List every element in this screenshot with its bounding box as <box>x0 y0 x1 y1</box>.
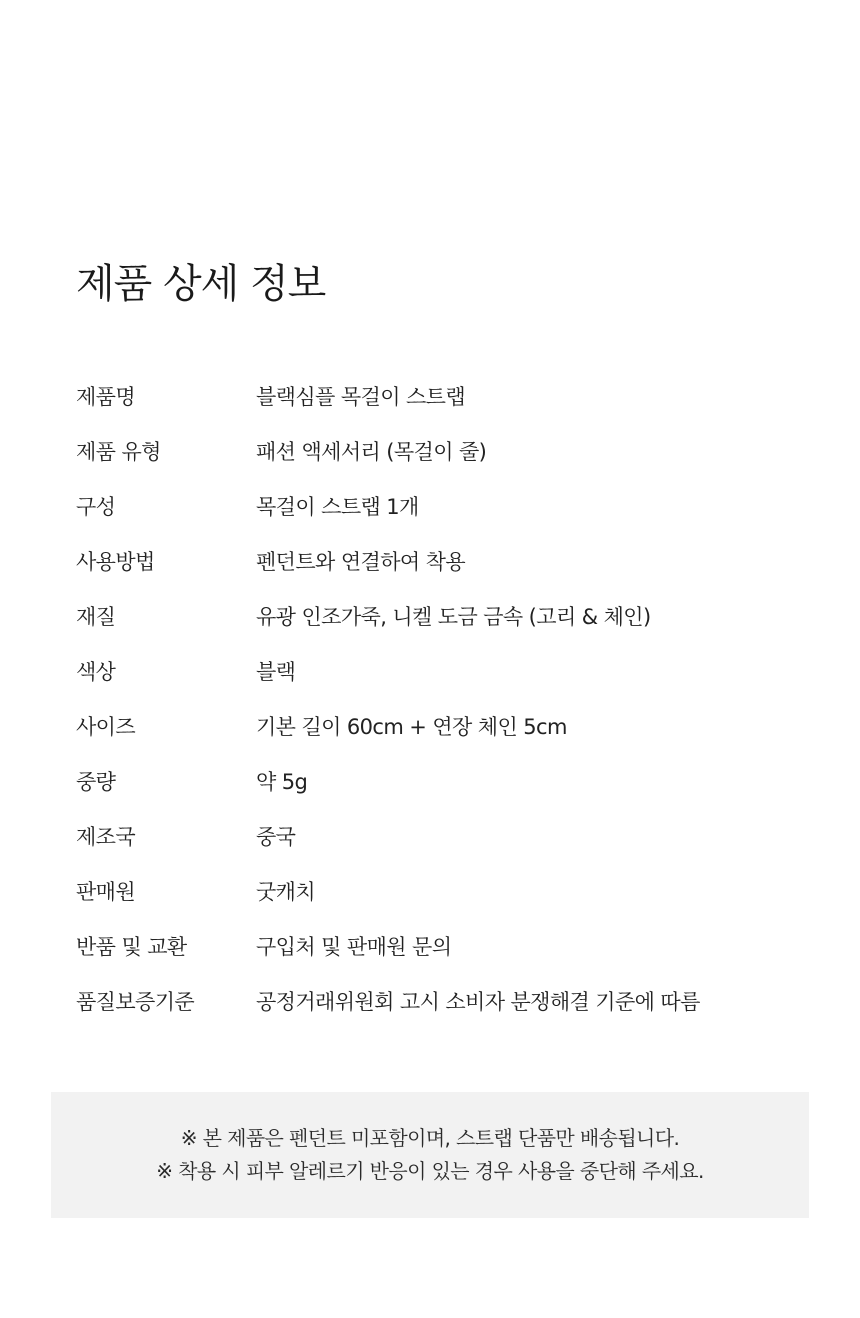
notice-box <box>51 1092 809 1218</box>
notice-line: ※ 착용 시 피부 알레르기 반응이 있는 경우 사용을 중단해 주세요. <box>156 1159 704 1183</box>
spec-value: 패션 액세서리 (목걸이 줄) <box>256 439 487 464</box>
spec-row-product-type <box>76 423 816 478</box>
spec-value: 블랙심플 목걸이 스트랩 <box>256 384 466 409</box>
spec-value: 유광 인조가죽, 니켈 도금 금속 (고리 & 체인) <box>256 604 651 629</box>
spec-row-returns <box>76 918 816 973</box>
spec-value: 구입처 및 판매원 문의 <box>256 934 452 959</box>
spec-label: 재질 <box>76 604 116 629</box>
spec-label: 색상 <box>76 659 116 684</box>
spec-label: 중량 <box>76 769 116 794</box>
notice-line: ※ 본 제품은 펜던트 미포함이며, 스트랩 단품만 배송됩니다. <box>180 1126 680 1150</box>
spec-value: 기본 길이 60cm + 연장 체인 5cm <box>256 714 567 739</box>
spec-value: 블랙 <box>256 659 296 684</box>
spec-label: 사이즈 <box>76 714 136 739</box>
spec-label: 구성 <box>76 494 116 519</box>
spec-value: 약 5g <box>256 769 308 794</box>
spec-label: 제조국 <box>76 824 136 849</box>
spec-row-weight <box>76 753 816 808</box>
spec-label: 제품명 <box>76 384 136 409</box>
spec-row-seller <box>76 863 816 918</box>
page-title: 제품 상세 정보 <box>76 261 326 307</box>
spec-row-quality-standard <box>76 973 816 1028</box>
spec-value: 공정거래위원회 고시 소비자 분쟁해결 기준에 따름 <box>256 989 700 1014</box>
spec-value: 펜던트와 연결하여 착용 <box>256 549 466 574</box>
spec-value: 목걸이 스트랩 1개 <box>256 494 419 519</box>
spec-row-origin <box>76 808 816 863</box>
spec-row-material <box>76 588 816 643</box>
spec-row-usage <box>76 533 816 588</box>
spec-row-components <box>76 478 816 533</box>
spec-value: 굿캐치 <box>256 879 316 904</box>
spec-row-size <box>76 698 816 753</box>
spec-table <box>76 368 816 1028</box>
spec-row-product-name <box>76 368 816 423</box>
spec-row-color <box>76 643 816 698</box>
spec-label: 판매원 <box>76 879 136 904</box>
spec-label: 반품 및 교환 <box>76 934 187 959</box>
spec-value: 중국 <box>256 824 296 849</box>
spec-label: 제품 유형 <box>76 439 161 464</box>
spec-label: 품질보증기준 <box>76 989 195 1014</box>
spec-label: 사용방법 <box>76 549 155 574</box>
